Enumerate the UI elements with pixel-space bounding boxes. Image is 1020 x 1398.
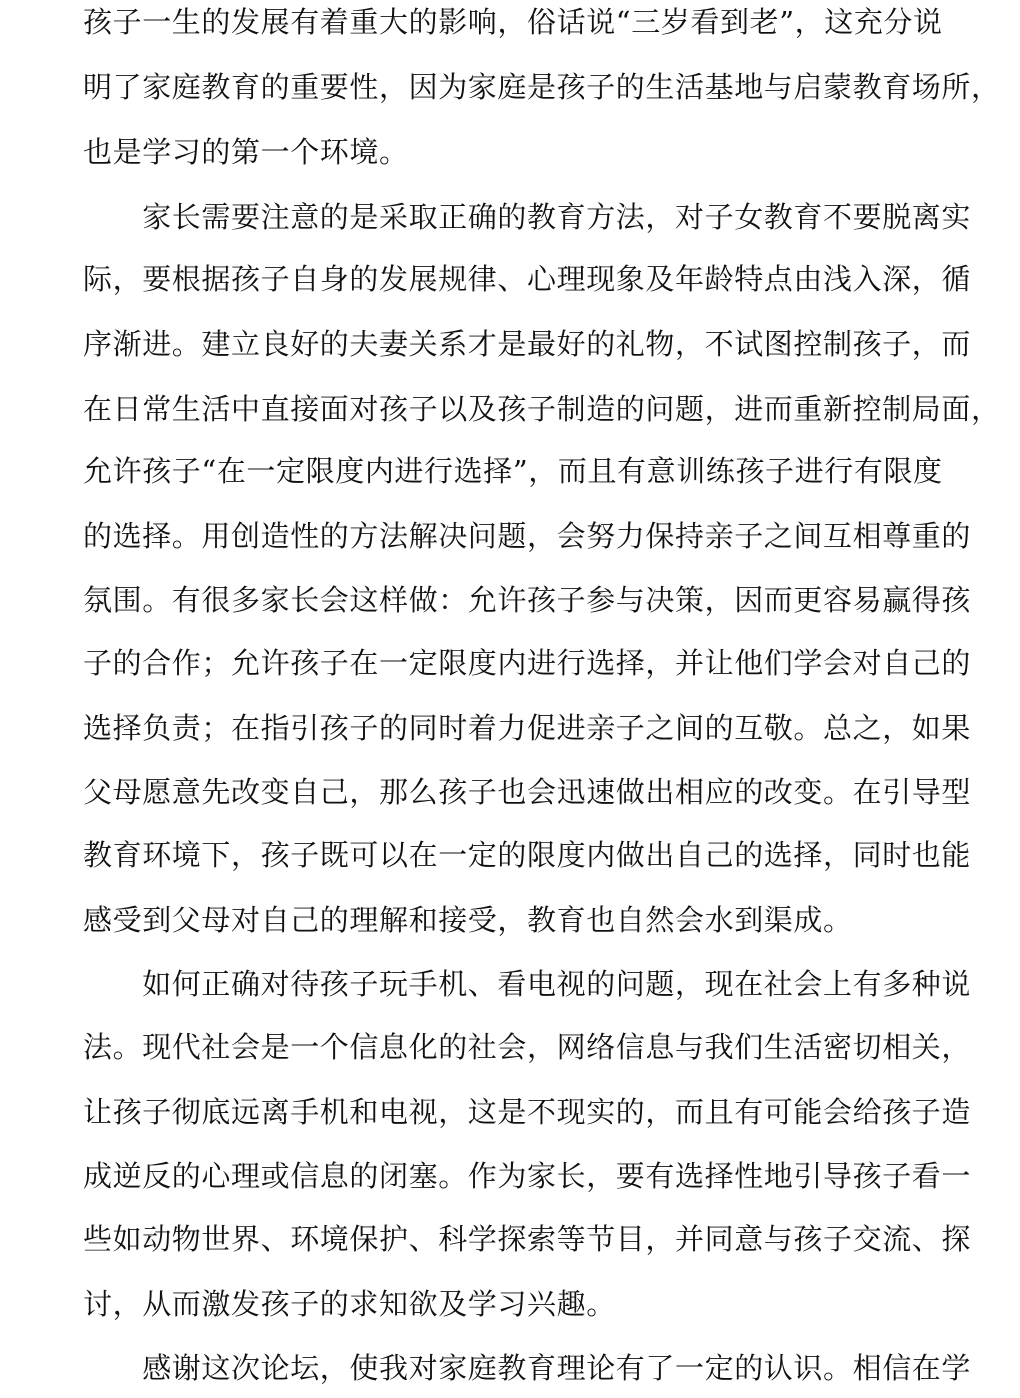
text-line: 明了家庭教育的重要性，因为家庭是孩子的生活基地与启蒙教育场所， <box>83 70 1001 104</box>
text-line: 讨，从而激发孩子的求知欲及学习兴趣。 <box>83 1287 616 1321</box>
text-line: 法。现代社会是一个信息化的社会，网络信息与我们生活密切相关， <box>83 1030 972 1064</box>
text-line: 些如动物世界、环境保护、科学探索等节目，并同意与孩子交流、探 <box>83 1222 972 1256</box>
text-line: 也是学习的第一个环境。 <box>83 135 409 169</box>
text-line: 感受到父母对自己的理解和接受，教育也自然会水到渠成。 <box>83 903 853 937</box>
text-line: 选择负责；在指引孩子的同时着力促进亲子之间的互敬。总之，如果 <box>83 711 972 745</box>
text-line: 的选择。用创造性的方法解决问题，会努力保持亲子之间互相尊重的 <box>83 519 972 553</box>
text-line: 家长需要注意的是采取正确的教育方法，对子女教育不要脱离实 <box>83 200 972 234</box>
text-line: 教育环境下，孩子既可以在一定的限度内做出自己的选择，同时也能 <box>83 838 972 872</box>
text-line: 孩子一生的发展有着重大的影响，俗话说“三岁看到老”，这充分说 <box>83 5 943 39</box>
text-line: 成逆反的心理或信息的闭塞。作为家长，要有选择性地引导孩子看一 <box>83 1159 972 1193</box>
text-line: 氛围。有很多家长会这样做：允许孩子参与决策，因而更容易赢得孩 <box>83 583 972 617</box>
text-line: 子的合作；允许孩子在一定限度内进行选择，并让他们学会对自己的 <box>83 646 972 680</box>
text-line: 如何正确对待孩子玩手机、看电视的问题，现在社会上有多种说 <box>83 967 972 1001</box>
text-line: 际，要根据孩子自身的发展规律、心理现象及年龄特点由浅入深，循 <box>83 262 972 296</box>
text-line: 让孩子彻底远离手机和电视，这是不现实的，而且有可能会给孩子造 <box>83 1095 972 1129</box>
text-line: 允许孩子“在一定限度内进行选择”，而且有意训练孩子进行有限度 <box>83 454 943 488</box>
text-line: 父母愿意先改变自己，那么孩子也会迅速做出相应的改变。在引导型 <box>83 775 972 809</box>
text-line: 感谢这次论坛，使我对家庭教育理论有了一定的认识。相信在学 <box>83 1351 972 1385</box>
text-line: 在日常生活中直接面对孩子以及孩子制造的问题，进而重新控制局面， <box>83 392 1001 426</box>
text-line: 序渐进。建立良好的夫妻关系才是最好的礼物，不试图控制孩子，而 <box>83 327 972 361</box>
